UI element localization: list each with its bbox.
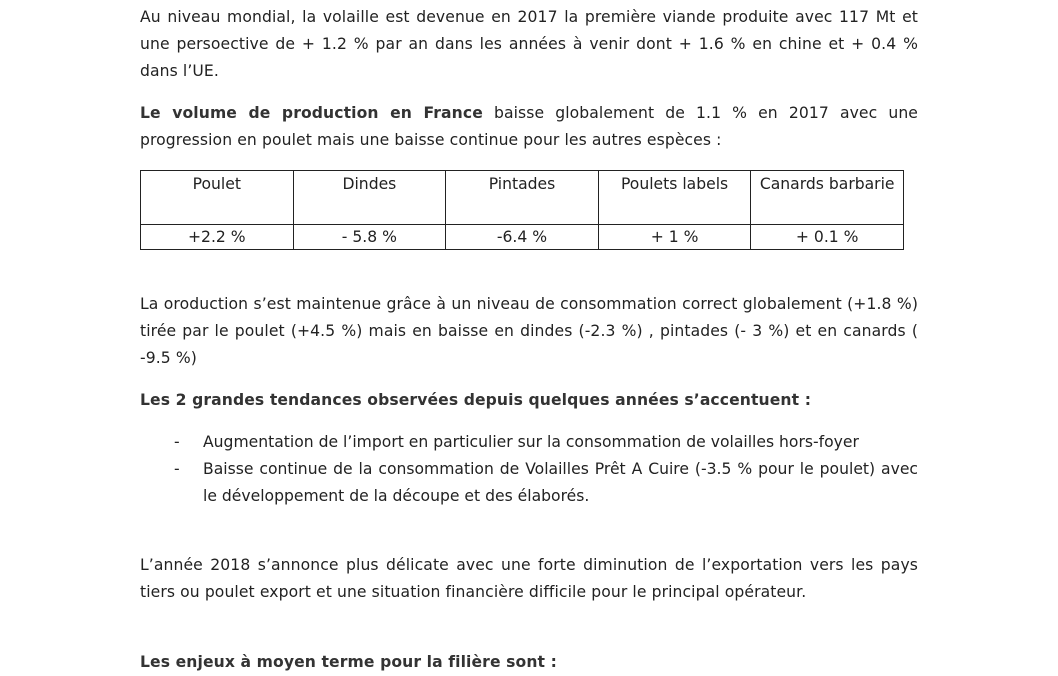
paragraph-france-volume (140, 100, 918, 154)
paragraph-outlook-2018: L’année 2018 s’annonce plus délicate avec une forte diminution de l’exportation vers les pays tiers ou poulet export et une situation financière difficile pour le principal opérateur. (140, 556, 918, 601)
volume-heading-bold: Le volume de production en France (140, 104, 483, 122)
table-header-cell: Pintades (446, 171, 599, 225)
list-item-text: Augmentation de l’import en particulier sur la consommation de volailles hors-foyer (203, 433, 859, 451)
table-header-cell: Poulets labels (598, 171, 751, 225)
list-item (140, 456, 918, 510)
table-cell: +2.2 % (141, 225, 294, 250)
list-bullet: - (174, 433, 180, 451)
stakes-heading: Les enjeux à moyen terme pour la filière sont : (140, 653, 557, 671)
trends-heading: Les 2 grandes tendances observées depuis quelques années s’accentuent : (140, 391, 812, 409)
table-header-cell: Poulet (141, 171, 294, 225)
table-row (141, 225, 904, 250)
list-item-text: Baisse continue de la consommation de Volailles Prêt A Cuire (-3.5 % pour le poulet) avec le développement de la découpe et des élaborés. (203, 460, 918, 505)
table-header-row (141, 171, 904, 225)
list-bullet: - (174, 460, 180, 478)
trends-list (140, 429, 918, 510)
production-table (140, 170, 904, 250)
table-header-cell: Canards barbarie (751, 171, 904, 225)
list-item (140, 429, 918, 456)
table-cell: -6.4 % (446, 225, 599, 250)
table-header-cell: Dindes (293, 171, 446, 225)
volume-text: baisse globalement de 1.1 % en 2017 avec une progression en poulet mais une baisse continue pour les autres espèces : (140, 104, 918, 149)
table-cell: + 1 % (598, 225, 751, 250)
table-cell: + 0.1 % (751, 225, 904, 250)
paragraph-world-production: Au niveau mondial, la volaille est devenue en 2017 la première viande produite avec 117 Mt et une persoective de + 1.2 % par an dans les années à venir dont + 1.6 % en chine et + 0.4 % dans l’UE. (140, 8, 918, 80)
paragraph-consumption: La oroduction s’est maintenue grâce à un niveau de consommation correct globalement (+1.8 %) tirée par le poulet (+4.5 %) mais en baisse en dindes (-2.3 %) , pintades (- 3 %) et en canards ( -9.5 %) (140, 295, 918, 367)
table-cell: - 5.8 % (293, 225, 446, 250)
